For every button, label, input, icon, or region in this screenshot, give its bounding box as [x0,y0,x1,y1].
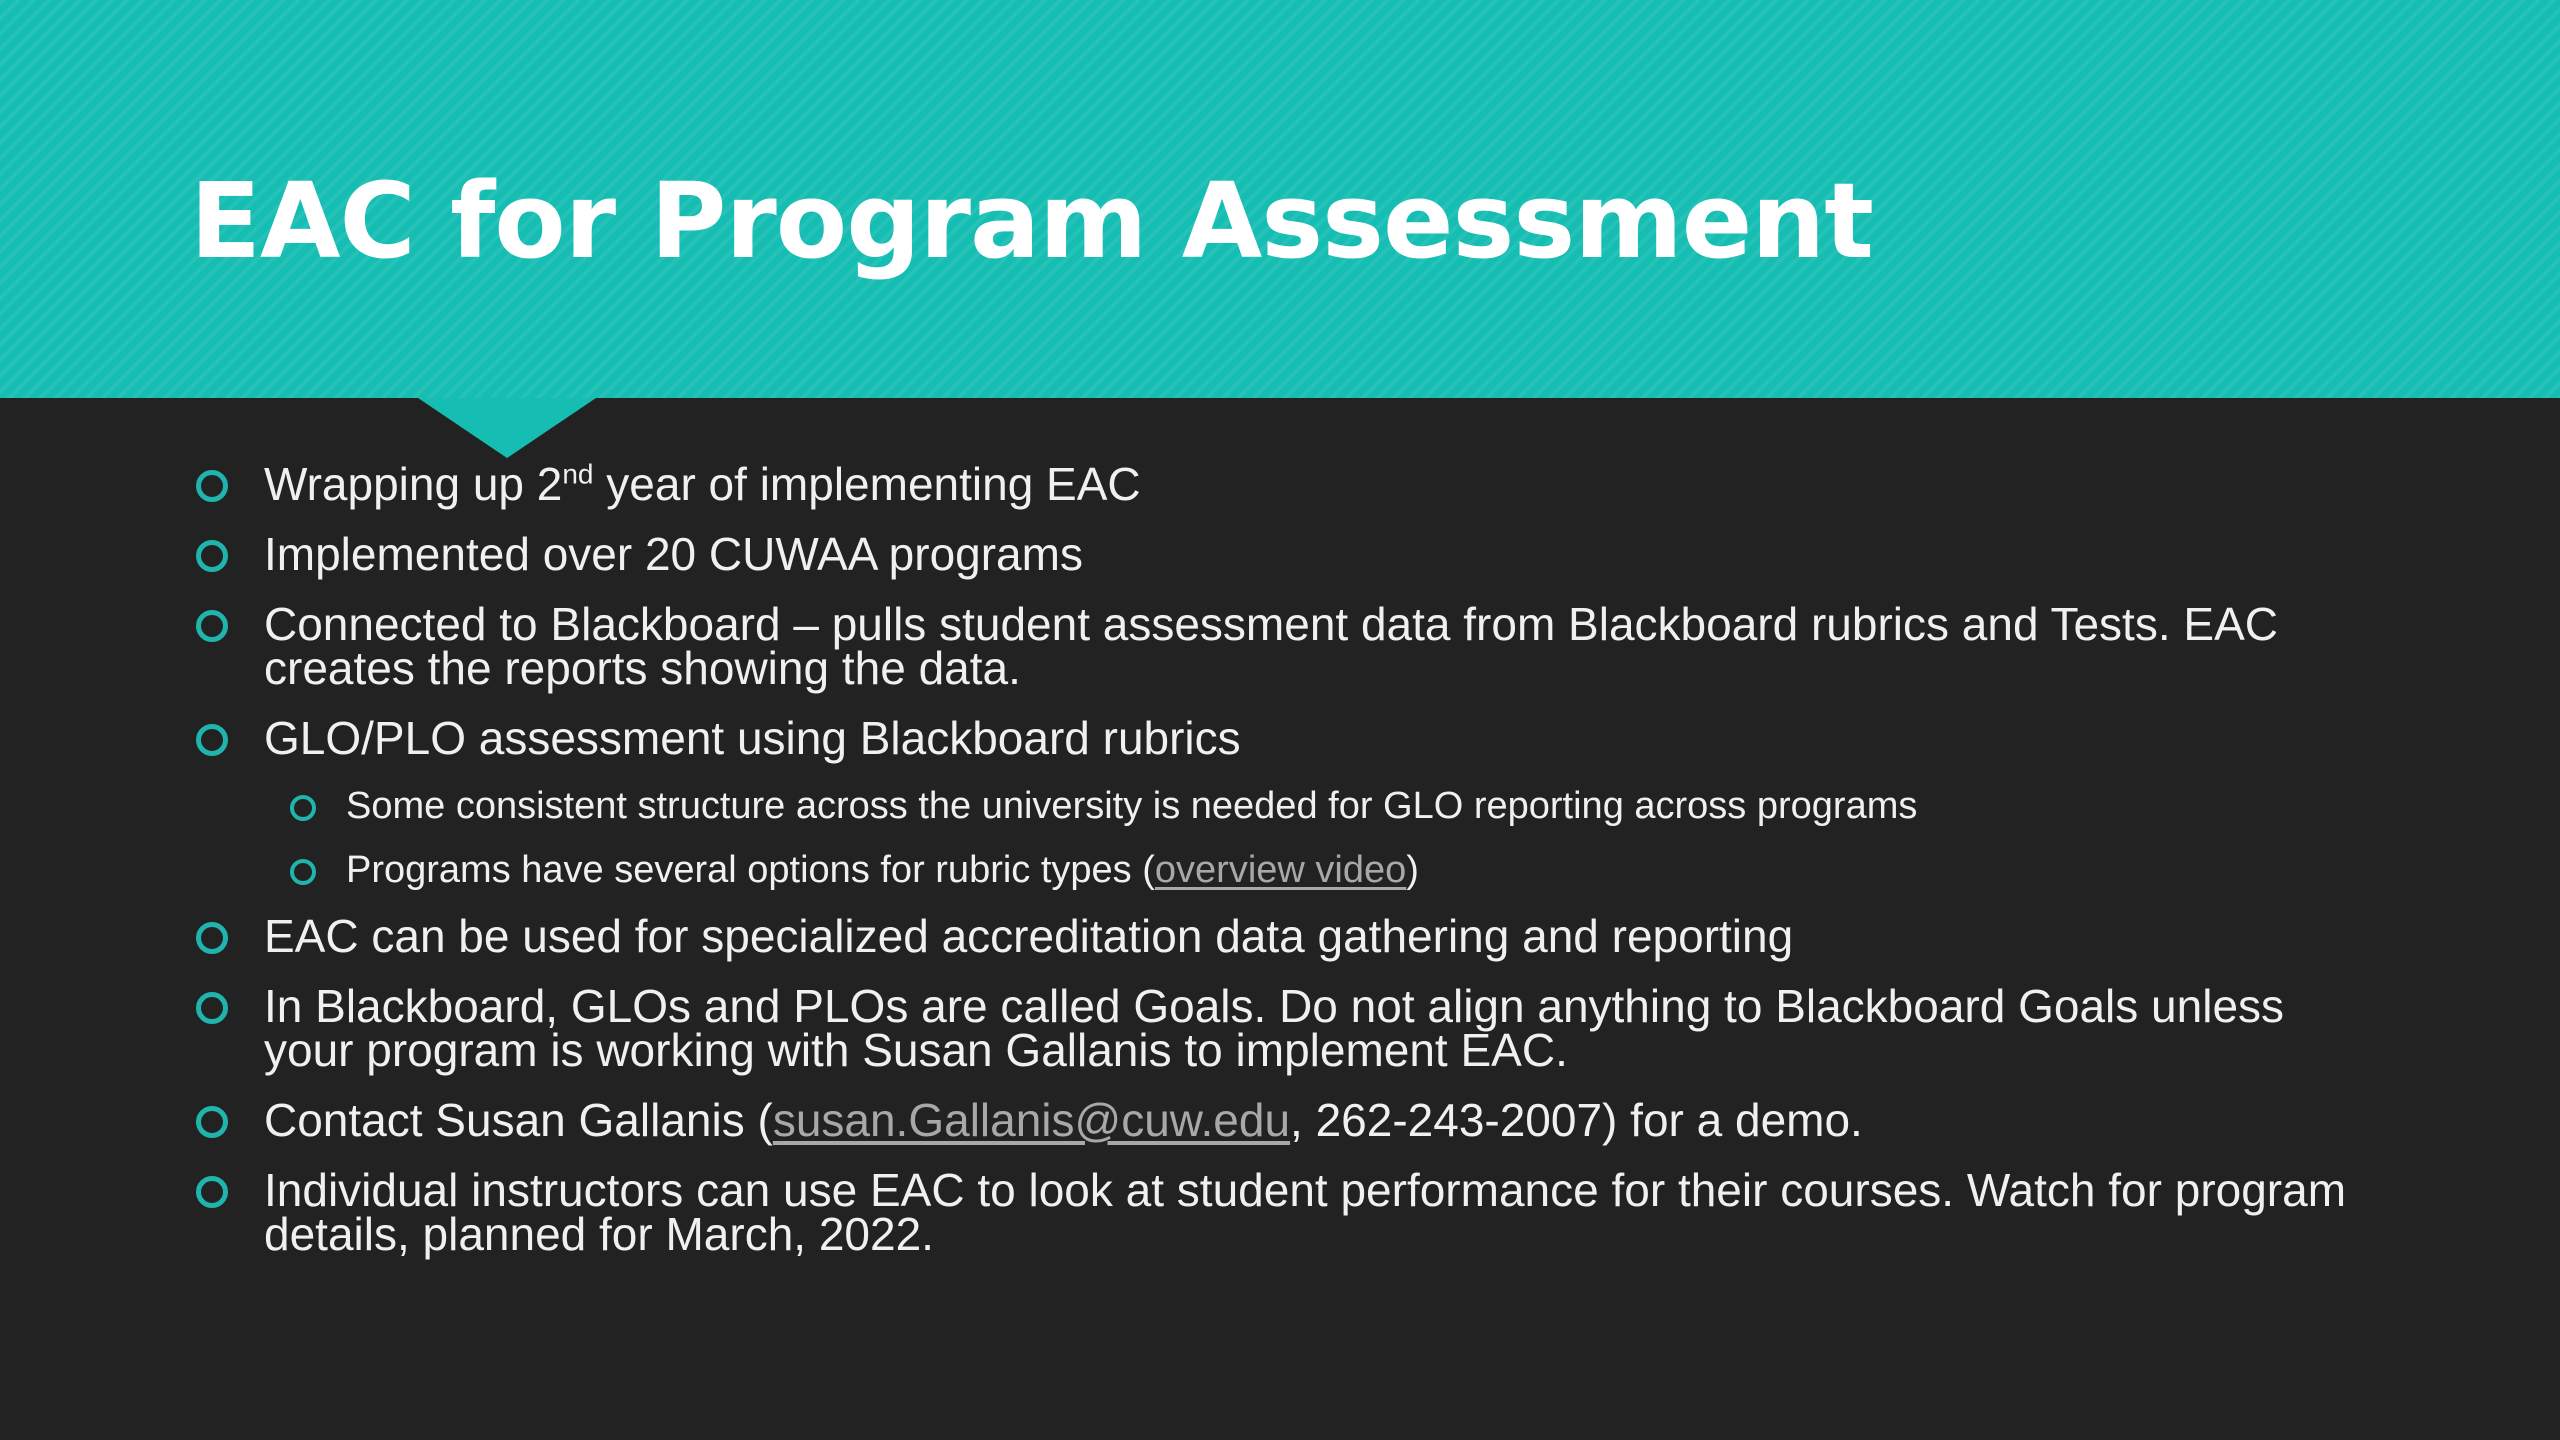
bullet-item [190,598,2370,694]
bullet-item [190,1164,2370,1260]
bullet-item [190,910,2370,962]
circle-bullet-icon [196,540,228,572]
bullet-item [190,980,2370,1076]
bullet-text: Wrapping up 2 [264,458,563,510]
sub-bullet-item [190,786,2370,826]
sub-bullet-item [190,850,2370,890]
circle-bullet-icon [196,1176,228,1208]
bullet-item [190,1094,2370,1146]
bullet-text: year of implementing EAC [593,458,1141,510]
bullet-text: Implemented over 20 CUWAA programs [264,528,1083,580]
circle-bullet-icon [196,992,228,1024]
superscript-text: nd [562,458,594,490]
bullet-item [190,528,2370,580]
circle-bullet-icon [290,795,316,821]
bullet-text: Connected to Blackboard – pulls student assessment data from Blackboard rubrics and Tests. EAC creates the reports showing the data. [264,598,2278,694]
bullet-text: Contact Susan Gallanis ( [264,1094,773,1146]
bullet-text: , 262-243-2007) for a demo. [1290,1094,1863,1146]
sub-bullet-text: ) [1406,849,1419,891]
circle-bullet-icon [196,610,228,642]
overview-video-link[interactable]: overview video [1154,849,1407,891]
bullet-text: Individual instructors can use EAC to look at student performance for their courses. Watch for program details, planned for March, 2022. [264,1164,2347,1260]
circle-bullet-icon [290,859,316,885]
circle-bullet-icon [196,470,228,502]
bullet-list [190,458,2370,1282]
sub-bullet-text: Some consistent structure across the university is needed for GLO reporting across programs [346,785,1918,827]
bullet-item [190,458,2370,510]
bullet-item [190,712,2370,764]
bullet-text: EAC can be used for specialized accreditation data gathering and reporting [264,910,1794,962]
email-link[interactable]: susan.Gallanis@cuw.edu [772,1094,1291,1146]
sub-bullet-text: Programs have several options for rubric types ( [346,849,1155,891]
circle-bullet-icon [196,922,228,954]
slide-title: EAC for Program Assessment [190,160,1873,282]
bullet-text: GLO/PLO assessment using Blackboard rubrics [264,712,1241,764]
circle-bullet-icon [196,1106,228,1138]
circle-bullet-icon [196,724,228,756]
bullet-text: In Blackboard, GLOs and PLOs are called Goals. Do not align anything to Blackboard Goals unless your program is working with Susan Gallanis to implement EAC. [264,980,2285,1076]
